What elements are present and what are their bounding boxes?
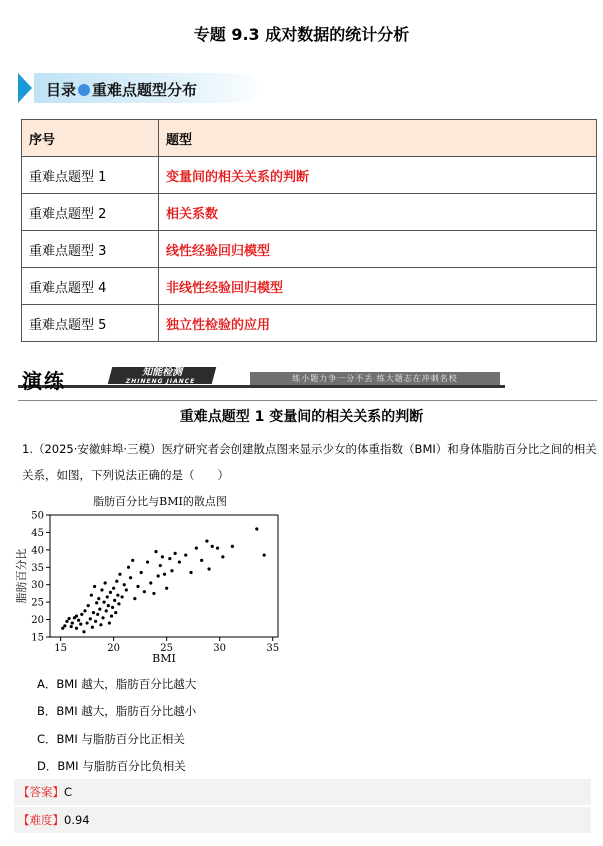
toc-row bbox=[22, 194, 597, 231]
scatter-point bbox=[154, 550, 157, 553]
practice-tag-text: 知能检测 bbox=[141, 367, 185, 378]
scatter-point bbox=[168, 557, 171, 560]
scatter-point bbox=[92, 611, 95, 614]
practice-motto: 练小题力争一分不丢 练大题志在冲刺名校 bbox=[250, 372, 500, 385]
scatter-point bbox=[205, 540, 208, 543]
option-c[interactable]: C．BMI 与脂肪百分比正相关 bbox=[37, 732, 185, 746]
toc-row-no: 重难点题型 4 bbox=[22, 268, 159, 305]
scatter-point bbox=[87, 604, 90, 607]
scatter-point bbox=[65, 620, 68, 623]
toc-row-no: 重难点题型 2 bbox=[22, 194, 159, 231]
difficulty-label: 【难度】 bbox=[18, 813, 64, 827]
scatter-point bbox=[75, 627, 78, 630]
question-number: 1. bbox=[22, 442, 33, 456]
scatter-point bbox=[211, 545, 214, 548]
scatter-point bbox=[89, 617, 92, 620]
scatter-point bbox=[99, 623, 102, 626]
scatter-point bbox=[152, 592, 155, 595]
scatter-point bbox=[83, 609, 86, 612]
bullet-dot-icon bbox=[78, 84, 90, 96]
toc-row-no: 重难点题型 5 bbox=[22, 305, 159, 342]
banner-rule bbox=[18, 385, 505, 388]
y-tick-label: 30 bbox=[31, 580, 44, 592]
scatter-point bbox=[174, 552, 177, 555]
scatter-point bbox=[149, 581, 152, 584]
scatter-point bbox=[163, 573, 166, 576]
toc-prefix: 目录 bbox=[46, 81, 77, 99]
scatter-point bbox=[125, 588, 128, 591]
scatter-point bbox=[104, 581, 107, 584]
page-title: 专题 9.3 成对数据的统计分析 bbox=[193, 25, 410, 44]
scatter-point bbox=[95, 601, 98, 604]
option-b[interactable]: B．BMI 越大，脂肪百分比越小 bbox=[37, 704, 197, 718]
scatter-point bbox=[101, 616, 104, 619]
scatter-point bbox=[165, 587, 168, 590]
answer-value: C bbox=[64, 785, 73, 799]
y-axis bbox=[31, 511, 50, 644]
difficulty-row bbox=[14, 807, 591, 833]
practice-word: 演练 bbox=[22, 369, 66, 393]
chart-title: 脂肪百分比与BMI的散点图 bbox=[93, 495, 227, 508]
x-tick-label: 20 bbox=[107, 643, 120, 654]
scatter-point bbox=[143, 590, 146, 593]
scatter-point bbox=[94, 620, 97, 623]
scatter-point bbox=[96, 613, 99, 616]
scatter-point bbox=[123, 583, 126, 586]
question-text: 医疗研究者会创建散点图来显示少女的体重指数（BMI）和身体脂肪百分比之间的相关关系，如图，下列说法正确的是（ ） bbox=[22, 442, 597, 482]
banner-arrow-icon bbox=[18, 73, 32, 103]
toc-row bbox=[22, 157, 597, 194]
scatter-point bbox=[107, 604, 110, 607]
scatter-point bbox=[129, 576, 132, 579]
scatter-point bbox=[112, 587, 115, 590]
scatter-point bbox=[71, 621, 74, 624]
section-title bbox=[0, 406, 603, 426]
toc-row-type-link[interactable]: 非线性经验回归模型 bbox=[159, 268, 597, 305]
x-tick-label: 30 bbox=[213, 643, 227, 654]
scatter-point bbox=[184, 553, 187, 556]
scatter-point bbox=[108, 621, 111, 624]
toc-row-type-link[interactable]: 相关系数 bbox=[159, 194, 597, 231]
toc-row-no: 重难点题型 3 bbox=[22, 231, 159, 268]
toc-row-type-link[interactable]: 变量间的相关关系的判断 bbox=[159, 157, 597, 194]
y-tick-label: 50 bbox=[31, 510, 44, 522]
y-tick-label: 25 bbox=[31, 597, 44, 609]
x-axis-label: BMI bbox=[152, 652, 176, 665]
col-header-type: 题型 bbox=[159, 120, 597, 157]
scatter-point bbox=[111, 606, 114, 609]
scatter-point bbox=[82, 630, 85, 633]
scatter-point bbox=[63, 624, 66, 627]
scatter-point bbox=[97, 597, 100, 600]
scatter-point bbox=[98, 608, 101, 611]
scatter-point bbox=[136, 585, 139, 588]
section-title-text: 重难点题型 1 变量间的相关关系的判断 bbox=[179, 409, 424, 425]
scatter-point bbox=[114, 611, 117, 614]
scatter-point bbox=[93, 585, 96, 588]
toc-row bbox=[22, 268, 597, 305]
option-a[interactable]: A．BMI 越大，脂肪百分比越大 bbox=[37, 677, 197, 691]
scatter-point bbox=[216, 547, 219, 550]
col-header-no: 序号 bbox=[22, 120, 159, 157]
scatter-point bbox=[178, 560, 181, 563]
scatter-point bbox=[105, 609, 108, 612]
scatter-point bbox=[121, 595, 124, 598]
scatter-point bbox=[146, 560, 149, 563]
scatter-points bbox=[61, 527, 266, 633]
toc-heading-text: 重难点题型分布 bbox=[92, 81, 198, 99]
toc-heading bbox=[46, 79, 197, 100]
scatter-point bbox=[157, 574, 160, 577]
answer-row bbox=[14, 779, 591, 805]
toc-row bbox=[22, 305, 597, 342]
toc-header-row bbox=[22, 120, 597, 157]
scatter-point bbox=[77, 619, 80, 622]
scatter-point bbox=[195, 547, 198, 550]
toc-banner bbox=[18, 73, 268, 103]
scatter-point bbox=[75, 614, 78, 617]
scatter-point bbox=[189, 571, 192, 574]
question-stem bbox=[22, 436, 597, 488]
scatter-point bbox=[91, 626, 94, 629]
scatter-point bbox=[86, 621, 89, 624]
scatter-point bbox=[255, 527, 258, 530]
x-tick-label: 35 bbox=[266, 643, 280, 654]
plot-frame bbox=[50, 515, 278, 637]
scatter-point bbox=[159, 564, 162, 567]
scatter-point bbox=[118, 573, 121, 576]
scatter-point bbox=[117, 602, 120, 605]
scatter-point bbox=[80, 613, 83, 616]
practice-banner bbox=[18, 366, 505, 393]
y-tick-label: 35 bbox=[31, 562, 44, 574]
x-tick-label: 25 bbox=[160, 643, 174, 654]
scatter-point bbox=[207, 567, 210, 570]
toc-row-no: 重难点题型 1 bbox=[22, 157, 159, 194]
difficulty-value: 0.94 bbox=[64, 813, 90, 827]
scatter-point bbox=[200, 559, 203, 562]
scatter-point bbox=[70, 625, 73, 628]
scatter-point bbox=[61, 627, 64, 630]
toc-row-type-link[interactable]: 独立性检验的应用 bbox=[159, 305, 597, 342]
scatter-point bbox=[100, 588, 103, 591]
practice-tag bbox=[108, 367, 217, 384]
scatter-point bbox=[127, 566, 130, 569]
scatter-chart bbox=[14, 488, 284, 666]
practice-tag-pinyin: ZHINENG JIANCE bbox=[124, 378, 197, 385]
scatter-point bbox=[140, 571, 143, 574]
option-d[interactable]: D．BMI 与脂肪百分比负相关 bbox=[37, 759, 186, 773]
scatter-point bbox=[133, 597, 136, 600]
y-tick-label: 20 bbox=[31, 615, 44, 627]
scatter-point bbox=[170, 569, 173, 572]
y-tick-label: 40 bbox=[31, 545, 44, 557]
scatter-point bbox=[161, 555, 164, 558]
scatter-point bbox=[221, 555, 224, 558]
answer-label: 【答案】 bbox=[18, 785, 64, 799]
y-tick-label: 15 bbox=[31, 632, 44, 644]
scatter-point bbox=[113, 599, 116, 602]
scatter-point bbox=[67, 617, 70, 620]
scatter-point bbox=[231, 545, 234, 548]
toc-row bbox=[22, 231, 597, 268]
toc-row-type-link[interactable]: 线性经验回归模型 bbox=[159, 231, 597, 268]
scatter-point bbox=[110, 614, 113, 617]
scatter-point bbox=[102, 601, 105, 604]
question-source: （2025·安徽蚌埠·三模） bbox=[32, 442, 162, 456]
scatter-point bbox=[115, 580, 118, 583]
section-rule bbox=[18, 400, 597, 401]
y-tick-label: 45 bbox=[31, 527, 44, 539]
scatter-point bbox=[79, 623, 82, 626]
scatter-point bbox=[90, 594, 93, 597]
scatter-point bbox=[109, 591, 112, 594]
scatter-point bbox=[263, 553, 266, 556]
scatter-point bbox=[116, 594, 119, 597]
y-axis-label: 脂肪百分比 bbox=[15, 548, 28, 604]
scatter-point bbox=[106, 595, 109, 598]
x-tick-label: 15 bbox=[54, 643, 67, 654]
toc-table bbox=[21, 119, 597, 342]
scatter-point bbox=[131, 559, 134, 562]
